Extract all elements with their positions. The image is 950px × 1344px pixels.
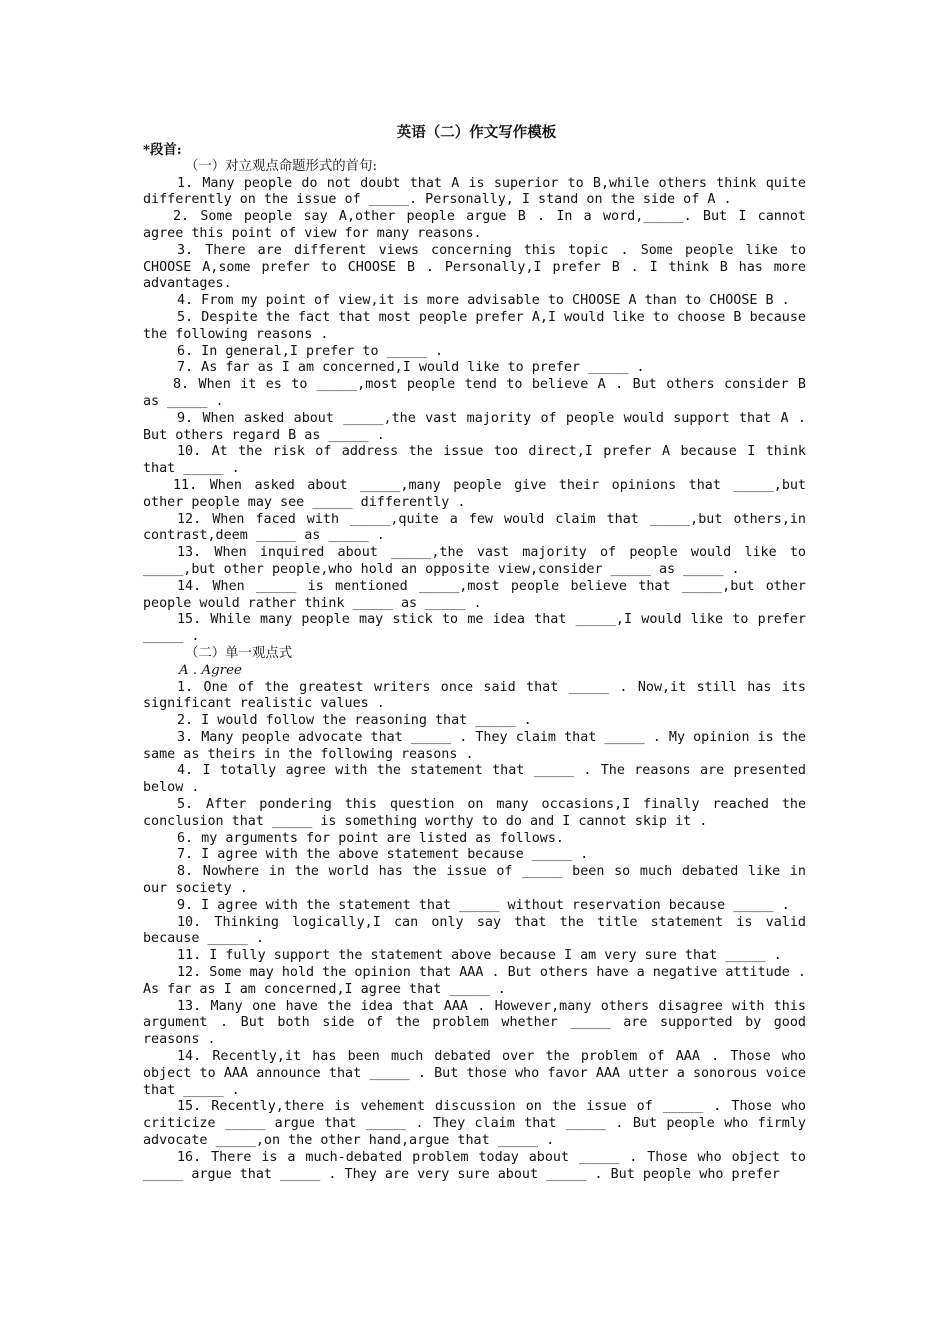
list-item: 6. my arguments for point are listed as follows. [177, 830, 564, 846]
list-item: 9. When asked about _____,the vast majority of people would support that A . But others regard B as _____ . [143, 410, 806, 443]
list-item: 11. I fully support the statement above because I am very sure that _____ . [177, 948, 782, 964]
list-item: 5. After pondering this question on many occasions,I finally reached the conclusion that _____ is something worthy to do and I cannot skip it . [143, 797, 806, 829]
list-item: 11. When asked about _____,many people give their opinions that _____,but other people may see _____ differently . [143, 477, 806, 510]
subsection-heading-opposing: （一）对立观点命题形式的首句: [185, 158, 377, 174]
list-item: 2. Some people say A,other people argue B . In a word,_____. But I cannot agree this point of view for many reasons. [143, 209, 806, 241]
list-item: 15. Recently,there is vehement discussion on the issue of _____ . Those who criticize _____ argue that _____ . They claim that _____ . But people who firmly advocate _____,on the other hand,argue that _____ . [143, 1099, 806, 1149]
list-item: 1. Many people do not doubt that A is superior to B,while others think quite differently on the issue of _____. Personally, I stand on the side of A . [143, 175, 806, 208]
list-item: 8. When it es to _____,most people tend to believe A . But others consider B as _____ . [143, 377, 806, 409]
list-item: 5. Despite the fact that most people prefer A,I would like to choose B because the following reasons . [143, 309, 806, 342]
opposing-views-list [143, 176, 806, 646]
list-item: 15. While many people may stick to me idea that _____,I would like to prefer _____ . [143, 612, 806, 645]
list-item: 3. Many people advocate that _____ . They claim that _____ . My opinion is the same as theirs in the following reasons . [143, 729, 806, 762]
list-item: 3. There are different views concerning this topic . Some people like to CHOOSE A,some prefer to CHOOSE B . Personally,I prefer B . I think B has more advantages. [143, 242, 806, 292]
list-item: 6. In general,I prefer to _____ . [177, 343, 444, 359]
list-item: 4. From my point of view,it is more advisable to CHOOSE A than to CHOOSE B . [177, 293, 790, 309]
list-item: 14. When _____ is mentioned _____,most people believe that _____,but other people would rather think _____ as _____ . [143, 578, 806, 611]
list-item: 16. There is a much-debated problem today about _____ . Those who object to _____ argue that _____ . They are very sure about _____ . But people who prefer [143, 1149, 806, 1182]
document-page [143, 124, 806, 1183]
section-heading-opening: *段首: [143, 142, 182, 158]
list-item: 12. When faced with _____,quite a few would claim that _____,but others,in contrast,deem _____ as _____ . [143, 511, 806, 544]
document-title: 英语（二）作文写作模板 [396, 124, 557, 141]
list-item: 13. When inquired about _____,the vast majority of people would like to _____,but other people,who hold an opposite view,consider _____ as _____ . [143, 545, 806, 577]
list-item: 14. Recently,it has been much debated over the problem of AAA . Those who object to AAA announce that _____ . But those who favor AAA utter a sonorous voice that _____ . [143, 1049, 806, 1098]
subsection-heading-agree: A . Agree [179, 662, 242, 678]
list-item: 7. As far as I am concerned,I would like to prefer _____ . [177, 360, 645, 376]
list-item: 13. Many one have the idea that AAA . However,many others disagree with this argument . But both side of the problem whether _____ are supported by good reasons . [143, 998, 806, 1048]
list-item: 4. I totally agree with the statement that _____ . The reasons are presented below . [143, 763, 806, 796]
list-item: 10. At the risk of address the issue too direct,I prefer A because I think that _____ . [143, 444, 806, 477]
agree-list [143, 680, 806, 1184]
list-item: 12. Some may hold the opinion that AAA . But others have a negative attitude . As far as I am concerned,I agree that _____ . [143, 965, 806, 997]
list-item: 7. I agree with the above statement because _____ . [177, 847, 589, 863]
list-item: 9. I agree with the statement that _____ without reservation because _____ . [177, 897, 790, 913]
list-item: 2. I would follow the reasoning that _____ . [177, 713, 532, 729]
list-item: 1. One of the greatest writers once said that _____ . Now,it still has its significant realistic values . [143, 679, 806, 712]
subsection-heading-single: （二）单一观点式 [185, 645, 293, 661]
list-item: 8. Nowhere in the world has the issue of _____ been so much debated like in our society . [143, 864, 806, 897]
list-item: 10. Thinking logically,I can only say that the title statement is valid because _____ . [143, 914, 806, 947]
